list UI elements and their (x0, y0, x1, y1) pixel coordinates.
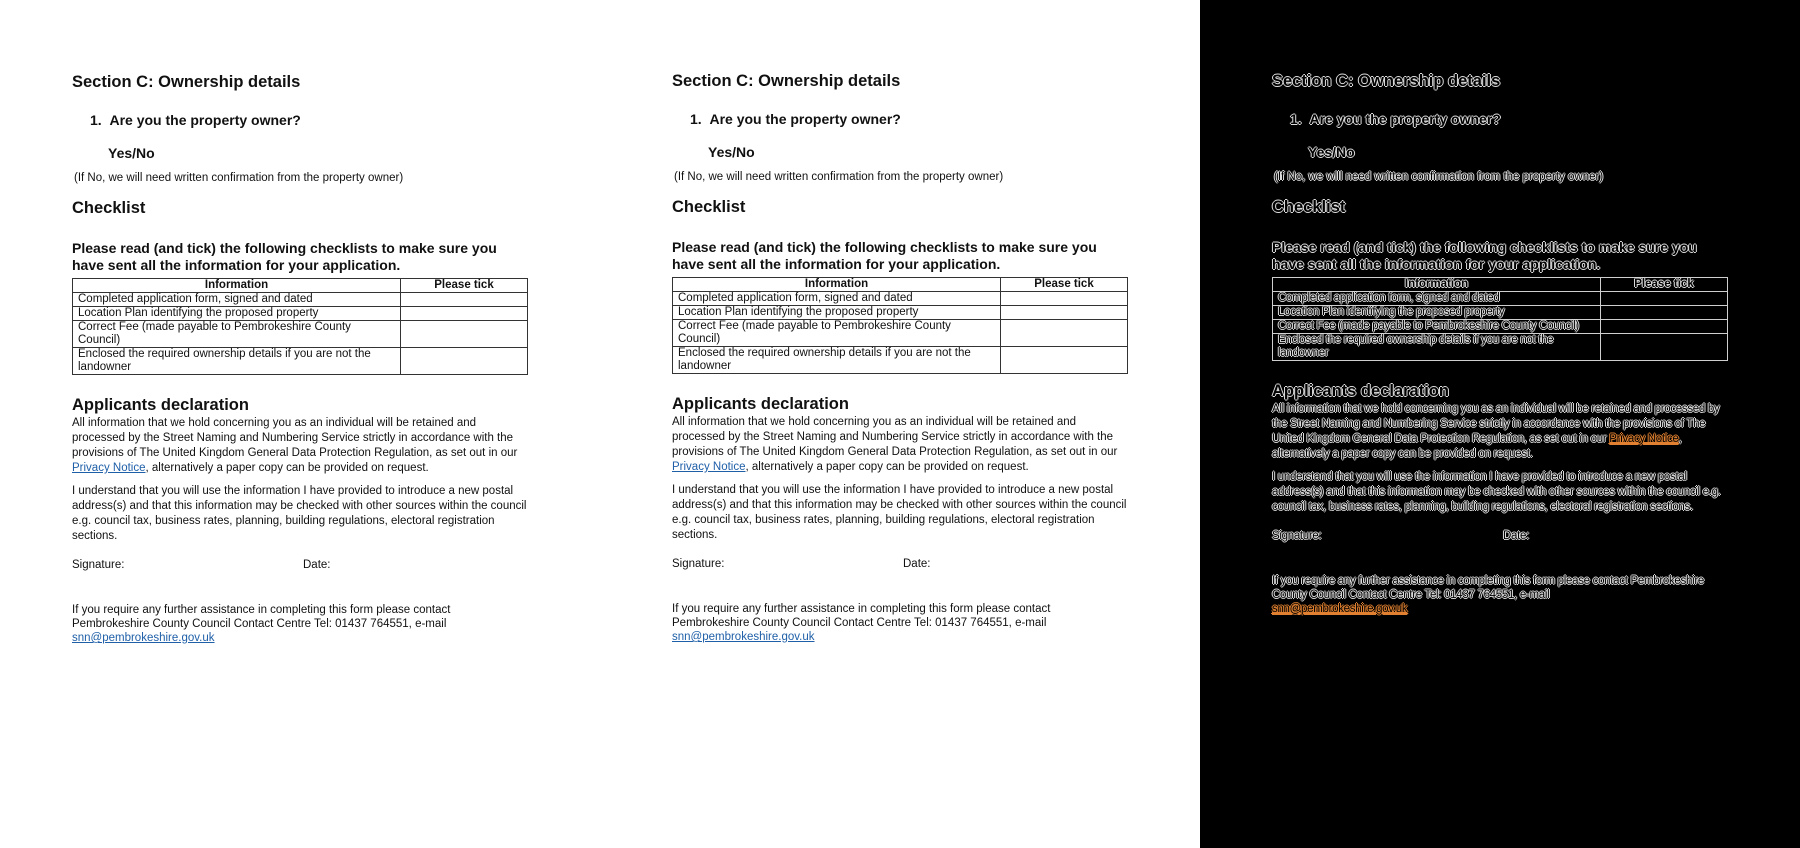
checklist-intro: Please read (and tick) the following checklists to make sure you have sent all the information for your application. (1272, 239, 1697, 272)
table-cell: Enclosed the required ownership details if you are not the landowner (673, 347, 1001, 374)
table-header-please-tick: Please tick (1601, 278, 1728, 292)
table-cell: Enclosed the required ownership details if you are not the landowner (73, 348, 401, 375)
table-cell: Correct Fee (made payable to Pembrokeshire County Council) (673, 320, 1001, 347)
declaration-paragraph (1272, 402, 1728, 462)
tick-cell[interactable] (401, 348, 528, 375)
table-row (73, 307, 528, 321)
table-row (1273, 320, 1728, 334)
yes-no-answer: Yes/No (1308, 144, 1355, 160)
tick-cell[interactable] (1601, 334, 1728, 361)
declaration-text-end: , alternatively a paper copy can be provided on request. (1272, 433, 1682, 460)
declaration-text: All information that we hold concerning you as an individual will be retained and processed by the Street Naming and Numbering Service strictly in accordance with the provisions of The United Kingdom General Data Protection Regulation, as set out in our (72, 417, 518, 459)
question-number: 1. (1290, 111, 1302, 127)
declaration-text-end: , alternatively a paper copy can be provided on request. (145, 462, 429, 474)
form-page (1272, 69, 1728, 616)
table-row (673, 320, 1128, 347)
checklist-intro: Please read (and tick) the following checklists to make sure you have sent all the information for your application. (672, 239, 1097, 272)
email-link[interactable]: snn@pembrokeshire.gov.uk (672, 631, 815, 643)
assistance-text (72, 603, 528, 645)
tick-cell[interactable] (1001, 306, 1128, 320)
checklist-title: Checklist (1272, 198, 1346, 216)
signature-label: Signature: (72, 559, 125, 571)
tick-cell[interactable] (1001, 347, 1128, 374)
email-link[interactable]: snn@pembrokeshire.gov.uk (72, 632, 215, 644)
question-number: 1. (690, 111, 702, 127)
date-label: Date: (1503, 530, 1529, 542)
form-page (672, 69, 1128, 644)
tick-cell[interactable] (401, 293, 528, 307)
checklist-title: Checklist (672, 198, 746, 216)
date-label: Date: (303, 559, 331, 571)
checklist-title: Checklist (72, 199, 146, 217)
declaration-text-end: , alternatively a paper copy can be provided on request. (745, 461, 1029, 473)
signature-label: Signature: (1272, 530, 1322, 542)
table-header-information: Information (1273, 278, 1601, 292)
assistance-body: If you require any further assistance in completing this form please contact Pembrokeshire County Council Contact Centre Tel: 01437 764551, e-mail (672, 603, 1051, 629)
question-text: Are you the property owner? (1309, 111, 1501, 127)
table-header-information: Information (673, 278, 1001, 292)
understanding-paragraph: I understand that you will use the information I have provided to introduce a new postal address(s) and that this information may be checked with other sources within the council e.g. council tax, business rates, planning, building regulations, electoral registration sections. (672, 484, 1127, 541)
declaration-paragraph (672, 415, 1128, 475)
table-header-information: Information (73, 279, 401, 293)
tick-cell[interactable] (401, 321, 528, 348)
privacy-notice-link[interactable]: Privacy Notice (672, 461, 746, 473)
privacy-notice-link[interactable]: Privacy Notice (72, 462, 146, 474)
table-header-please-tick: Please tick (1001, 278, 1128, 292)
table-cell: Completed application form, signed and dated (673, 292, 1001, 306)
table-header-row (73, 279, 528, 293)
table-row (73, 293, 528, 307)
owner-note: (If No, we will need written confirmation from the property owner) (1274, 171, 1604, 183)
assistance-body: If you require any further assistance in completing this form please contact Pembrokeshire County Council Contact Centre Tel: 01437 764551, e-mail (1272, 575, 1704, 601)
declaration-title: Applicants declaration (1272, 382, 1449, 400)
assistance-text (1272, 574, 1728, 616)
table-cell: Location Plan identifying the proposed property (673, 306, 1001, 320)
tick-cell[interactable] (1601, 292, 1728, 306)
declaration-title: Applicants declaration (72, 396, 249, 414)
signature-row (72, 558, 528, 573)
table-cell: Completed application form, signed and dated (73, 293, 401, 307)
tick-cell[interactable] (1001, 320, 1128, 347)
table-cell: Enclosed the required ownership details if you are not the landowner (1273, 334, 1601, 361)
tick-cell[interactable] (1601, 306, 1728, 320)
signature-row (672, 557, 1128, 572)
question-text: Are you the property owner? (109, 112, 301, 128)
section-title: Section C: Ownership details (1272, 72, 1501, 90)
checklist-table (72, 278, 528, 375)
yes-no-answer: Yes/No (108, 145, 155, 161)
date-label: Date: (903, 558, 931, 570)
assistance-text (672, 602, 1128, 644)
table-row (673, 306, 1128, 320)
document-panel-copy (600, 0, 1200, 848)
declaration-paragraph (72, 416, 528, 476)
email-link[interactable]: snn@pembrokeshire.gov.uk (1272, 603, 1408, 615)
document-panel-dark (1200, 0, 1800, 848)
table-row (1273, 306, 1728, 320)
document-panel-original (0, 0, 600, 848)
signature-row (1272, 529, 1728, 544)
tick-cell[interactable] (401, 307, 528, 321)
checklist-intro: Please read (and tick) the following checklists to make sure you have sent all the information for your application. (72, 240, 497, 273)
table-row (73, 321, 528, 348)
table-row (1273, 292, 1728, 306)
question-item (690, 109, 1128, 129)
table-cell: Correct Fee (made payable to Pembrokeshire County Council) (73, 321, 401, 348)
table-row (673, 347, 1128, 374)
table-row (73, 348, 528, 375)
signature-label: Signature: (672, 558, 725, 570)
table-row (1273, 334, 1728, 361)
checklist-table (672, 277, 1128, 374)
table-header-row (1273, 278, 1728, 292)
table-cell: Correct Fee (made payable to Pembrokeshire County Council) (1273, 320, 1601, 334)
yes-no-answer: Yes/No (708, 144, 755, 160)
tick-cell[interactable] (1001, 292, 1128, 306)
understanding-paragraph: I understand that you will use the information I have provided to introduce a new postal address(s) and that this information may be checked with other sources within the council e.g. council tax, business rates, planning, building regulations, electoral registration sections. (72, 485, 527, 542)
table-cell: Location Plan identifying the proposed property (73, 307, 401, 321)
owner-note: (If No, we will need written confirmation from the property owner) (674, 171, 1004, 183)
question-text: Are you the property owner? (709, 111, 901, 127)
declaration-title: Applicants declaration (672, 395, 849, 413)
question-number: 1. (90, 112, 102, 128)
understanding-paragraph: I understand that you will use the information I have provided to introduce a new postal address(s) and that this information may be checked with other sources within the council e.g. council tax, business rates, planning, building regulations, electoral registration sections. (1272, 471, 1721, 513)
assistance-body: If you require any further assistance in completing this form please contact Pembrokeshire County Council Contact Centre Tel: 01437 764551, e-mail (72, 604, 451, 630)
checklist-table (1272, 277, 1728, 361)
table-header-row (673, 278, 1128, 292)
tick-cell[interactable] (1601, 320, 1728, 334)
section-title: Section C: Ownership details (672, 72, 901, 90)
table-cell: Completed application form, signed and dated (1273, 292, 1601, 306)
question-item (90, 110, 528, 130)
section-title: Section C: Ownership details (72, 73, 301, 91)
question-item (1290, 109, 1728, 129)
table-header-please-tick: Please tick (401, 279, 528, 293)
owner-note: (If No, we will need written confirmation from the property owner) (74, 172, 404, 184)
declaration-text: All information that we hold concerning you as an individual will be retained and processed by the Street Naming and Numbering Service strictly in accordance with the provisions of The United Kingdom General Data Protection Regulation, as set out in our (672, 416, 1118, 458)
table-row (673, 292, 1128, 306)
declaration-text: All information that we hold concerning you as an individual will be retained and processed by the Street Naming and Numbering Service strictly in accordance with the provisions of The United Kingdom General Data Protection Regulation, as set out in our (1272, 403, 1720, 445)
form-page (72, 70, 528, 645)
privacy-notice-link[interactable]: Privacy Notice (1609, 433, 1679, 445)
table-cell: Location Plan identifying the proposed property (1273, 306, 1601, 320)
